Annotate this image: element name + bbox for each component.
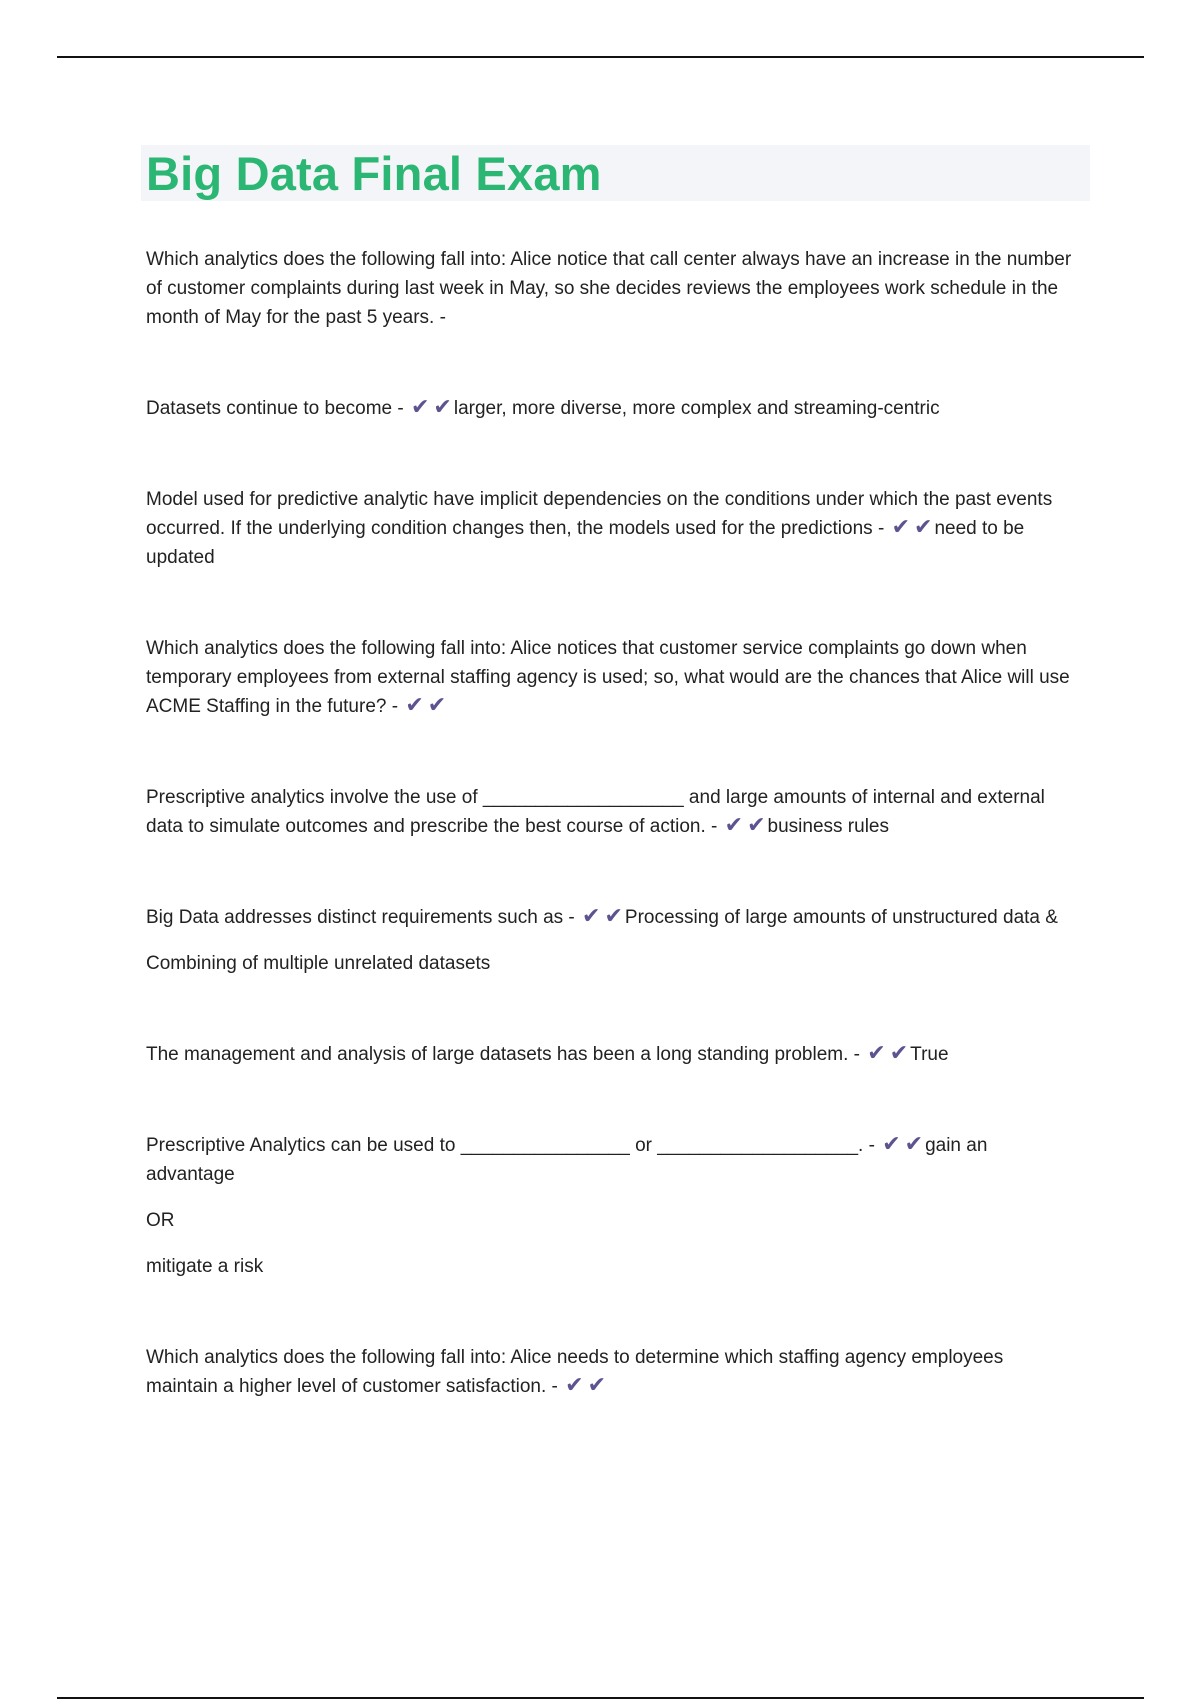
question-text: Which analytics does the following fall into: Alice notice that call center always have an increase in the number of customer complaints during last week in May, so she decides reviews the employees work schedule in the month of May for the past 5 years. - bbox=[146, 249, 1072, 328]
question-text: Which analytics does the following fall into: Alice notices that customer service complaints go down when temporary employees from external staffing agency is used; so, what would are the chances that Alice will use ACME Staffing in the future? - bbox=[146, 638, 1070, 717]
answer-text: Processing of large amounts of unstructured data & bbox=[624, 907, 1058, 928]
check-icon: ✔ bbox=[582, 904, 601, 929]
answer-text: need to be updated bbox=[146, 518, 1025, 568]
qa-item bbox=[146, 1131, 1076, 1281]
question-text: Big Data addresses distinct requirements such as - bbox=[146, 907, 575, 928]
check-icon: ✔ bbox=[904, 1132, 924, 1157]
qa-item bbox=[146, 394, 1076, 423]
check-icon: ✔ bbox=[604, 904, 623, 929]
answer-continuation: Combining of multiple unrelated datasets bbox=[146, 953, 491, 974]
check-icon: ✔ bbox=[867, 1041, 886, 1066]
qa-item bbox=[146, 1040, 1076, 1069]
qa-item bbox=[146, 485, 1076, 572]
question-text: Prescriptive analytics involve the use of ___________________ and large amounts of internal and external data to simulate outcomes and prescribe the best course of action. - bbox=[146, 787, 1045, 837]
bottom-rule bbox=[57, 1697, 1144, 1699]
qa-list bbox=[146, 245, 1076, 1463]
question-text: Prescriptive Analytics can be used to ________________ or ___________________. - bbox=[146, 1135, 875, 1156]
qa-item bbox=[146, 634, 1076, 721]
answer-text: gain an advantage bbox=[146, 1135, 988, 1185]
check-icon: ✔ bbox=[747, 813, 766, 838]
top-rule bbox=[57, 56, 1144, 58]
check-icon: ✔ bbox=[565, 1373, 584, 1398]
check-icon: ✔ bbox=[724, 813, 744, 838]
qa-item bbox=[146, 1343, 1076, 1401]
check-icon: ✔ bbox=[889, 1041, 909, 1066]
answer-text: True bbox=[910, 1044, 949, 1065]
check-icon: ✔ bbox=[410, 395, 430, 420]
check-icon: ✔ bbox=[433, 395, 452, 420]
qa-item bbox=[146, 903, 1076, 978]
check-icon: ✔ bbox=[891, 515, 910, 540]
answer-continuation: mitigate a risk bbox=[146, 1256, 264, 1277]
check-icon: ✔ bbox=[427, 693, 447, 718]
question-text: Which analytics does the following fall into: Alice needs to determine which staffing agency employees maintain a higher level of customer satisfaction. - bbox=[146, 1347, 1004, 1397]
check-icon: ✔ bbox=[914, 515, 933, 540]
question-text: The management and analysis of large datasets has been a long standing problem. - bbox=[146, 1044, 861, 1065]
qa-item bbox=[146, 783, 1076, 841]
answer-text: business rules bbox=[767, 816, 889, 837]
answer-text: larger, more diverse, more complex and streaming-centric bbox=[453, 398, 940, 419]
check-icon: ✔ bbox=[405, 693, 424, 718]
question-text: Datasets continue to become - bbox=[146, 398, 404, 419]
answer-continuation: OR bbox=[146, 1210, 175, 1231]
question-text: Model used for predictive analytic have implicit dependencies on the conditions under which the past events occurred. If the underlying condition changes then, the models used for the predictions - bbox=[146, 489, 1053, 539]
check-icon: ✔ bbox=[882, 1132, 901, 1157]
qa-item bbox=[146, 245, 1076, 332]
check-icon: ✔ bbox=[587, 1373, 607, 1398]
page-title: Big Data Final Exam bbox=[146, 147, 602, 200]
